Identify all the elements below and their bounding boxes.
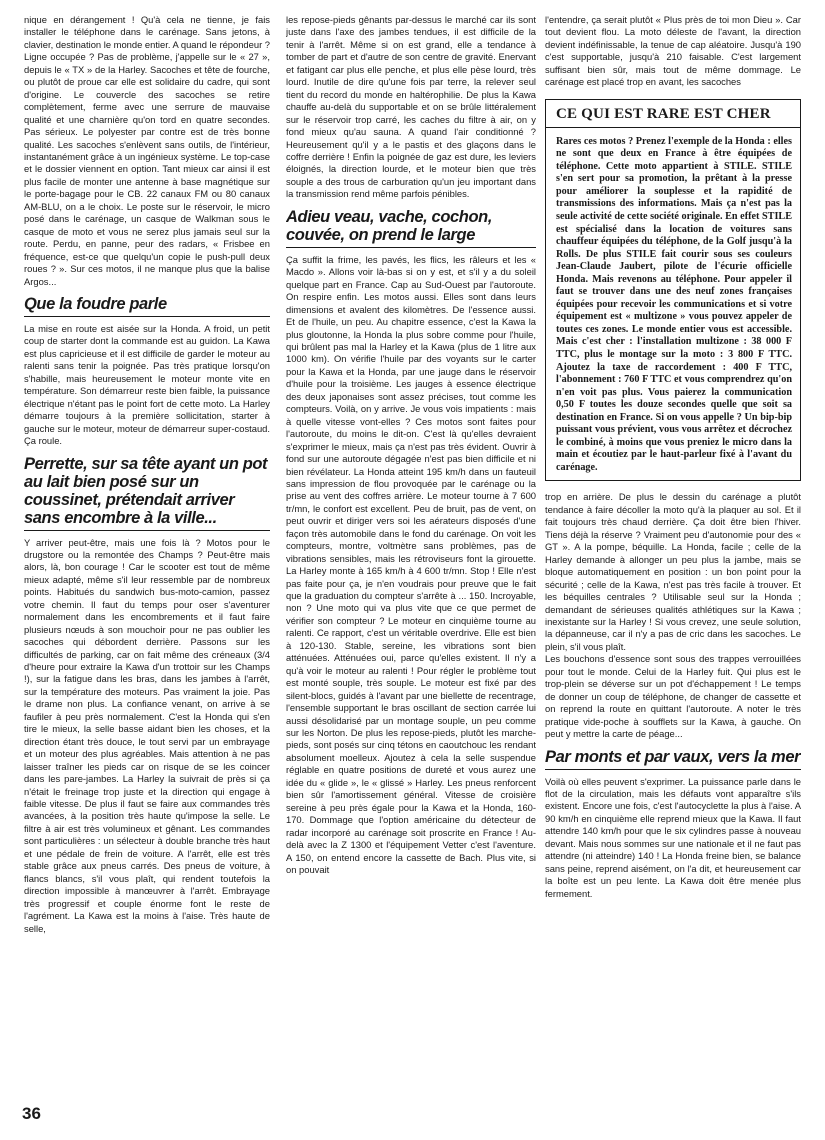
paragraph: Voilà où elles peuvent s'exprimer. La puissance parle dans le flot de la circulation, mais les défauts vont apparaître s'ils existent. Encore une fois, c'est l'autocyclette la plus à l'aise. A 90 km/h en cinquième elle reprend mieux que la Kawa. Il faut attendre 140 km/h pour que le six cylindres passe à nouveau devant. Mais nous sommes sur une nationale et il ne faut pas attendre (ni atteindre) 140 ! La Honda freine bien, se balance sans peine, reprend aisément, on l'a dit, et heureusement car la boîte est un peu lente. La Kawa doit être menée plus fermement. [545, 775, 801, 899]
paragraph: nique en dérangement ! Qu'à cela ne tienne, je fais installer le téléphone dans le carénage. Sans jetons, à clavier, destination le monde entier. A quand le répondeur ? Ligne occupée ? Pas de problème, j'appelle sur le « 27 », depuis le « TX » de la Harley. Sacoches et tête de fourche, ou plutôt de proue car elle est solidaire du cadre, qui sont d'origine. Le couvercle des sacoches se retire complètement, ferme avec une serrure de mauvaise qualité et une charnière qu'on tord en quatre secondes. Pas sérieux. Le polyester par contre est de très bonne qualité. Les sacoches s'enlèvent sans outils, de l'intérieur, instantanément grâce à un ingénieux système. Le top-case et le dossier viennent en option. Tant mieux car ainsi il est plus facile de monter une antenne à base magnétique sur le porte-bagage pour le CB. 22 canaux FM ou 80 canaux AM-BLU, on a le choix. Le poste sur le réservoir, le micro posé dans le carénage, un casque de Walkman sous le casque de moto et vous ne serez plus jamais seul sur la route. Perdu, en panne, peur des radars, « Frisbee en fréquence, est-ce que quelqu'un copie le push-pull deux roues ? ». Sur ces motos, il ne manque plus que la balise Argos... [24, 14, 270, 287]
paragraph: La mise en route est aisée sur la Honda. A froid, un petit coup de starter dont la commande est au guidon. La Kawa est plus capricieuse et il est difficile de garder le moteur au ralenti sans tenir la poignée. Pas très pratique lorsqu'on s'habille, mais heureusement le moteur monte vite en température. Son démarreur reste bien faible, la puissance électrique n'étant pas le point fort de cette moto. La Harley démarre toujours à la première sollicitation, starter à gauche sur le moteur, moteur de démarreur super-costaud. Ça roule. [24, 322, 270, 447]
paragraph: Ça suffit la frime, les pavés, les flics, les râleurs et les « Macdo ». Allons voir là-bas si on y est, et s'il y a du soleil quelque part en France. Cap au Sud-Ouest par l'autoroute. On respire enfin. Les motos aussi. Elles sont dans leurs dimensions et avalent des kilomètres. De l'essence aussi. Et de l'huile, un peu. Au chapitre essence, c'est la Kawa la plus gloutonne, la Honda la plus sobre comme pour l'huile, qui brûlent pas mal la Harley et la Kawa (plus de 1 litre aux 1000 km). On vérifie l'huile par des voyants sur le carter pour la Kawa et la Honda, par une jauge dans le réservoir d'huile pour la troisième. Les jauges à essence électrique des deux japonaises sont assez précises, tout comme les compteurs. Voilà, on y arrive. Je vous vois impatients : mais à quelle vitesse vont-elles ? Ces motos sont faites pour l'autoroute, du moins le dit-on. C'est là qu'elles devraient s'exprimer le mieux, mais ça n'est pas très évident. Ouvrir à fond sur une autoroute dégagée n'est pas bien difficile et ni bien révélateur. La Honda atteint 195 km/h dans un fauteuil sans impression de flou provoquée par le carénage ou la prise au vent des coffres arrière. Le moteur tourne à 7 600 tr/mn, le confort est excellent. Peu de bruit, pas de vent, on peut ouvrir et diriger vers soi les aérateurs disposés d'une façon très automobile dans le fond du carénage. On voit les compteurs, montre, voltmètre sans problèmes, pas de vibrations sensibles, mais les rétroviseurs font la girouette. La Harley monte à 165 km/h à 4 600 tr/mn. Stop ! Elle n'est pas faite pour ça, je n'en voudrais pour preuve que le fait que la graduation du compteur s'arrête à ... 150. Incroyable, non ? Une moto qui va plus vite que ce que permet de vérifier son compteur ? Le moteur en cinquième tourne au ralenti. Ce rapport, c'est un véritable overdrive. Elle est bien à 120-130. Stable, sereine, les vibrations sont bien atténuées. Atténuées oui, parce qu'elles existent. Il n'y a qu'à voir le moteur au ralenti ! Pour régler le problème tout est monté souple, très souple. Le moteur est fixé par des silent-blocs, guidés à l'avant par une biellette de recentrage, l'ensemble supportant le bras oscillant de section carrée lui aussi désolidarisé par un montage souple, un peu comme sur les Norton. De plus les repose-pieds, plutôt les marche-pieds, sont posés sur cinq tétons en caoutchouc les rendant absolument moelleux. Ajoutez à cela la selle suspendue réglable en quatre positions de dureté et vous aurez une idée du « glide », le « glissé » Harley. Les pneus renforcent bien sûr l'amortissement général. Vitesse de croisière sereine à peu près égale pour la Kawa et la Honda, 160-170. Dommage que l'option américaine du détecteur de radar incorporé au carénage soit proscrite en France ! Au-delà avec la Z 1300 et l'équipement Vetter c'est l'aventure. A 150, on entend encore la cassette de Bach. Plus vite, si on pouvait [286, 253, 536, 875]
section-heading: Que la foudre parle [24, 295, 270, 317]
section-heading: Adieu veau, vache, cochon, couvée, on prend le large [286, 208, 536, 248]
paragraph: les repose-pieds gênants par-dessus le marché car ils sont juste dans l'axe des jambes tendues, il est difficile de la tenir à l'arrêt. Même si on est grand, elle a tendance à tomber de part et d'autre de son centre de gravité. Enervant et fatigant car plus elle penche, et plus elle pèse lourd, très lourd. Inutile de dire qu'une fois par terre, la relever seul tient du record du monde en haltérophilie. De plus la Kawa chauffe au-delà du supportable et on se brûle littéralement sur le réservoir trop carré, les caches du filtre à air, on y fond mieux qu'au sauna. A quand l'air conditionné ? Heureusement qu'il y a le pastis et des glaçons dans le coffre derrière ! Enfin la poignée de gaz est dure, les leviers éloignés, la direction lourde, et le moteur bien que très souple a des trous de carburation qu'un jeu important dans la transmission rend même parfois pénibles. [286, 14, 536, 200]
article-column-2 [286, 14, 536, 1104]
section-heading: Par monts et par vaux, vers la mer [545, 748, 801, 770]
article-column-3 [545, 14, 801, 1114]
paragraph: Y arriver peut-être, mais une fois là ? Motos pour le drugstore ou la remontée des Champs ? Peut-être mais alors, là, bon courage ! Car le scooter est tout de même mieux adapté, même s'il leur ressemble par de nombreux points. Habitués du sandwich bus-moto-camion, passez votre chemin. Il faut du temps pour oser s'aventurer normalement dans les encombrements et il faut faire plusieurs nœuds à son mouchoir pour ne pas oublier les sacoches qui débordent derrière. Passons sur les difficultés de parking, car on fait même des créneaux (3/4 d'heure pour extraire la Kawa d'un trottoir sur les Champs !), sur la fatigue dans les bras, dans les jambes à l'arrêt, sur la température des moteurs. Pas vraiment la joie. Pas le drame non plus. La confiance venant, on arrive à se faufiler à peu près normalement. C'est la Honda qui s'en tire le mieux, la selle basse aidant bien les choses, et la direction étant très douce, le tout servi par un embrayage et un moteur des plus agréables. Mais attention à ne pas laisser traîner les pieds car on risque de se les coincer dans les pare-jambes. La Harley la suivrait de près si ça n'était le freinage trop juste et la direction qui engage à faible vitesse. De plus il faut se faire aux commandes très avancées, à la position très haute qu'impose la selle. Le filtre à air est très volumineux et gênant. Les commandes sont particulières : un sélecteur à double branche très haut et une pédale de frein de voiture. A l'arrêt, elle est très stable grâce aux pneus carrés. Des pneus de voiture, à flancs blancs, s'il vous plaît, qui rendent toutefois la direction impossible à manœuvrer à l'arrêt. Embrayage très progressif et couple énorme font le reste de l'agrément. La Kawa est la moins à l'aise. Très haute de selle, [24, 536, 270, 934]
article-column-1 [24, 14, 270, 1074]
page-number: 36 [22, 1104, 41, 1123]
sidebar-box [545, 99, 801, 482]
section-heading: Perrette, sur sa tête ayant un pot au lait bien posé sur un coussinet, prétendait arriver sans encombre à la ville... [24, 455, 270, 531]
sidebar-box-text: Rares ces motos ? Prenez l'exemple de la Honda : elles ne sont que deux en France à être équipées de téléphone. Cette moto appartient à STILE. STILE s'en sert pour sa promotion, la prêtant à la presse pour améliorer la souplesse et la rapidité de transmissions des informations. Mais ça n'est pas la seule activité de cette société originale. En effet STILE est spécialisé dans la location de voitures sans chauffeur équipées du téléphone, de la Golf jusqu'à la Rolls. De plus STILE fait courir sous ses couleurs Jean-Claude Jaubert, pilote de l'écurie officielle Honda. Mais revenons au téléphone. Pour appeler il faut se trouver dans une des neuf zones françaises équipées pour recevoir les communications et si votre équipement est « multizone » vous pouvez appeler de toutes ces zones. Le monde entier vous est accessible. Mais c'est cher : l'installation multizone : 38 000 F TTC, plus le montage sur la moto : 3 800 F TTC. Ajoutez la taxe de raccordement : 400 F TTC, l'abonnement : 760 F TTC et vous comprendrez qu'on n'en voit pas plus. Vous paierez la communication 0,50 F toutes les douze secondes quelle que soit sa destination en France. Si on vous appelle ? Un bip-bip puissant vous prévient, vous vous arrêtez et décrochez le combiné, à moins que vous preniez le micro dans la main et écoutiez par le haut-parleur fixé à l'avant du carénage. [556, 135, 792, 473]
sidebar-box-title: CE QUI EST RARE EST CHER [546, 100, 800, 128]
paragraph: trop en arrière. De plus le dessin du carénage a plutôt tendance à faire décoller la moto qu'à la plaquer au sol. Et il fait toujours très chaud derrière. Ça doit être bien l'hiver. Tiens déjà la réserve ? Vraiment peu d'autonomie pour des « GT ». A la pompe, béquille. La Honda, facile ; celle de la Harley demande à allonger un peu plus la jambe, mais se bloque automatiquement en position : un bon point pour la sécurité ; celle de la Kawa, n'est pas très facile à trouver. Et les béquilles centrales ? Utilisable seul sur la Honda ; demandant de sérieuses qualités athlétiques sur la Kawa ; inexistante sur la Harley ! Si vous crevez, une seule solution, la dépanneuse, car il n'y a pas de cric dans les sacoches. Le plein, s'il vous plaît. [545, 491, 801, 652]
paragraph: l'entendre, ça serait plutôt « Plus près de toi mon Dieu ». Car tout devient flou. La moto déleste de l'avant, la direction devient indéfinissable, la tenue de cap aléatoire. Jusqu'à 190 c'est supportable, jusqu'à 210 faisable. C'est largement suffisant bien sûr, mais tout de même dommage. Le carénage est placé trop en avant, les sacoches [545, 14, 801, 88]
paragraph: Les bouchons d'essence sont sous des trappes verrouillées pour tout le monde. Celui de la Harley fuit. Qui plus est le trop-plein se déverse sur un pot d'échappement ! Le temps de donner un coup de téléphone, de changer de cassette et on reprend la route en quittant l'autoroute. A noter le très pratique vide-poche à soufflets sur la Kawa, à gauche. On peut y mettre la carte de péage... [545, 653, 801, 740]
